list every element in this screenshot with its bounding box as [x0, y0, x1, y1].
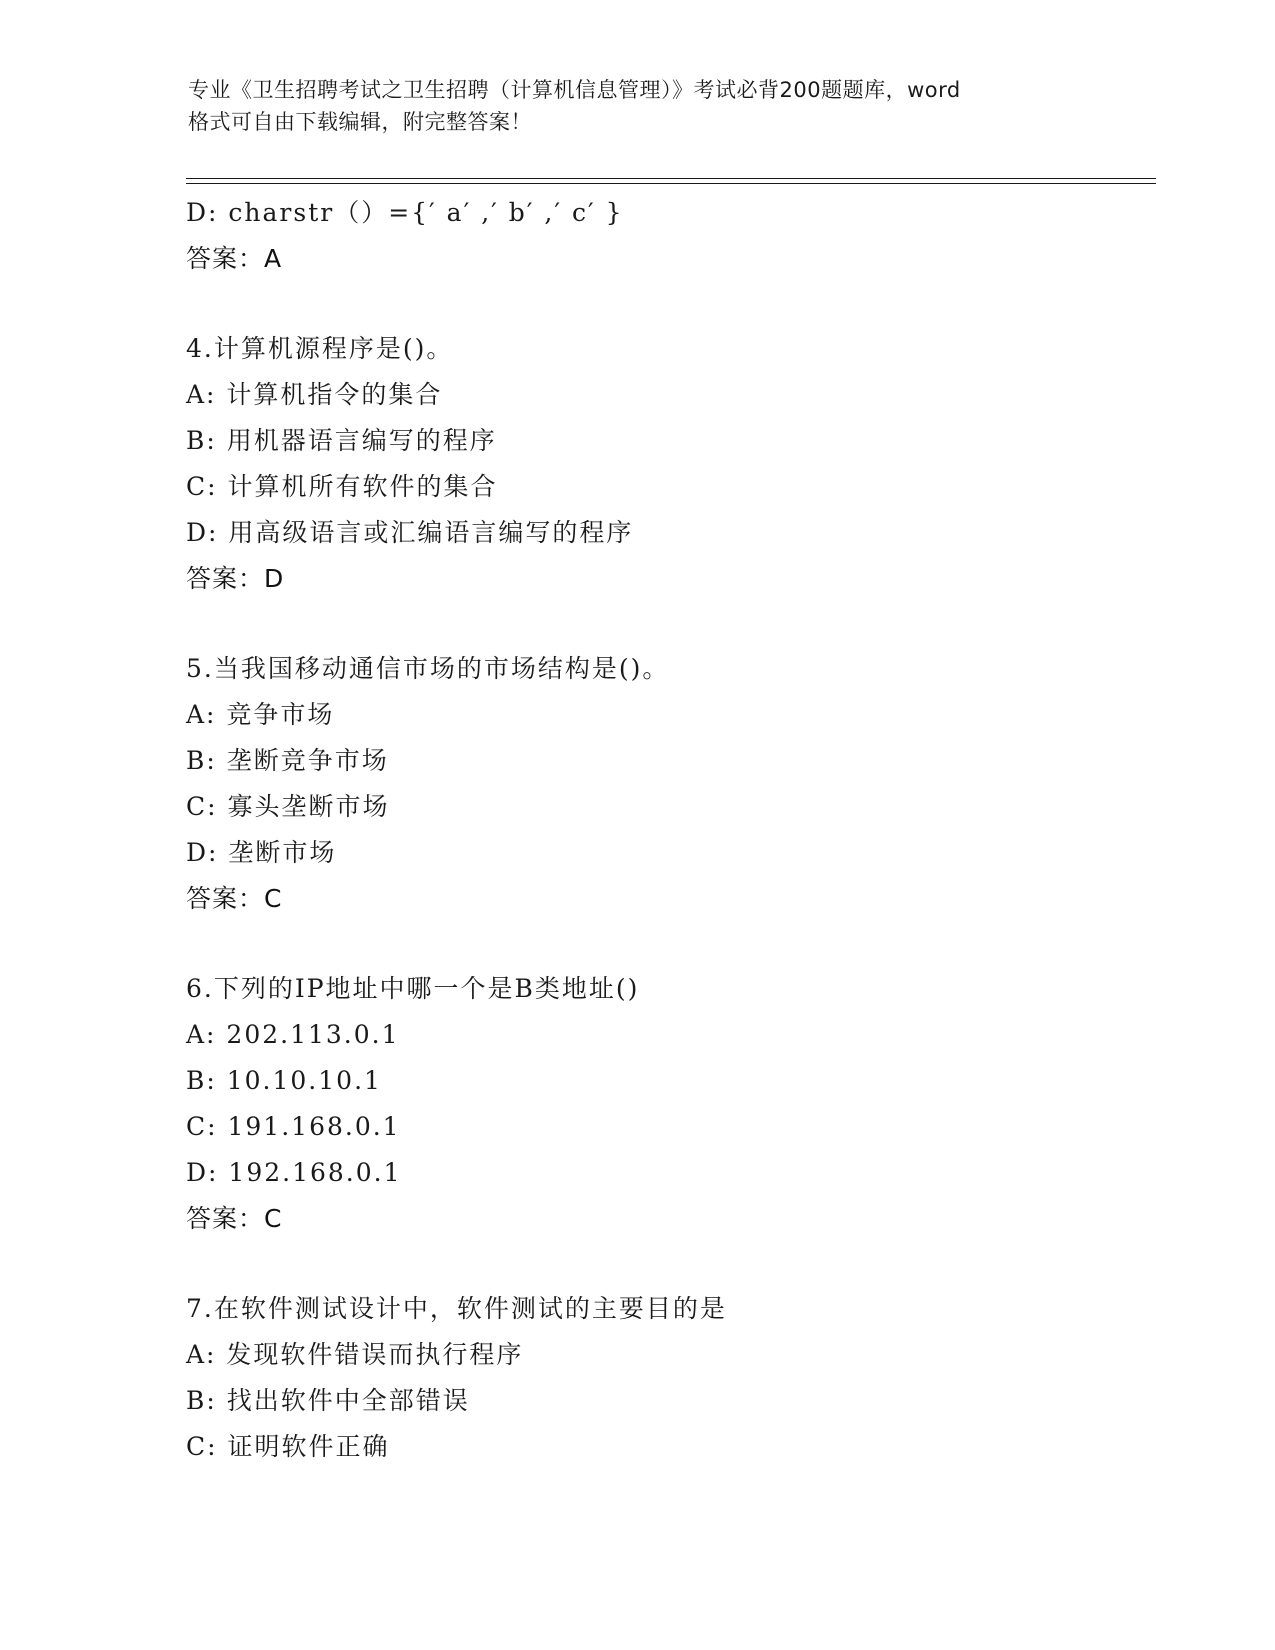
- header-line-1: 专业《卫生招聘考试之卫生招聘（计算机信息管理）》考试必背200题题库，word: [188, 78, 961, 102]
- option-line: D: charstr（）={′ a′ ,′ b′ ,′ c′ }: [186, 198, 624, 227]
- answer-line: 答案：A: [186, 244, 283, 273]
- question-stem: 6.下列的IP地址中哪一个是B类地址(): [186, 974, 640, 1003]
- question-block: [186, 190, 1146, 282]
- question-block: [186, 1286, 1146, 1470]
- header-divider-bottom: [186, 183, 1156, 184]
- option-line: D: 垄断市场: [186, 838, 337, 867]
- question-block: [186, 646, 1146, 922]
- answer-line: 答案：C: [186, 1204, 283, 1233]
- option-line: B: 垄断竞争市场: [186, 746, 389, 775]
- question-list: [186, 190, 1146, 1470]
- option-line: C: 证明软件正确: [186, 1432, 390, 1461]
- option-line: A: 竞争市场: [186, 700, 335, 729]
- answer-line: 答案：C: [186, 884, 283, 913]
- header-divider-top: [186, 178, 1156, 179]
- answer-line: 答案：D: [186, 564, 285, 593]
- header-line-2: 格式可自由下载编辑，附完整答案！: [188, 110, 532, 134]
- option-line: C: 191.168.0.1: [186, 1112, 401, 1141]
- question-stem: 4.计算机源程序是()。: [186, 334, 454, 363]
- option-line: A: 202.113.0.1: [186, 1020, 400, 1049]
- option-line: B: 10.10.10.1: [186, 1066, 382, 1095]
- option-line: B: 找出软件中全部错误: [186, 1386, 470, 1415]
- option-line: C: 计算机所有软件的集合: [186, 472, 498, 501]
- document-header: [188, 74, 1088, 138]
- option-line: D: 用高级语言或汇编语言编写的程序: [186, 518, 634, 547]
- option-line: C: 寡头垄断市场: [186, 792, 390, 821]
- question-block: [186, 326, 1146, 602]
- option-line: D: 192.168.0.1: [186, 1158, 402, 1187]
- option-line: A: 计算机指令的集合: [186, 380, 443, 409]
- question-block: [186, 966, 1146, 1242]
- question-stem: 5.当我国移动通信市场的市场结构是()。: [186, 654, 670, 683]
- option-line: B: 用机器语言编写的程序: [186, 426, 497, 455]
- question-stem: 7.在软件测试设计中，软件测试的主要目的是: [186, 1294, 727, 1323]
- option-line: A: 发现软件错误而执行程序: [186, 1340, 524, 1369]
